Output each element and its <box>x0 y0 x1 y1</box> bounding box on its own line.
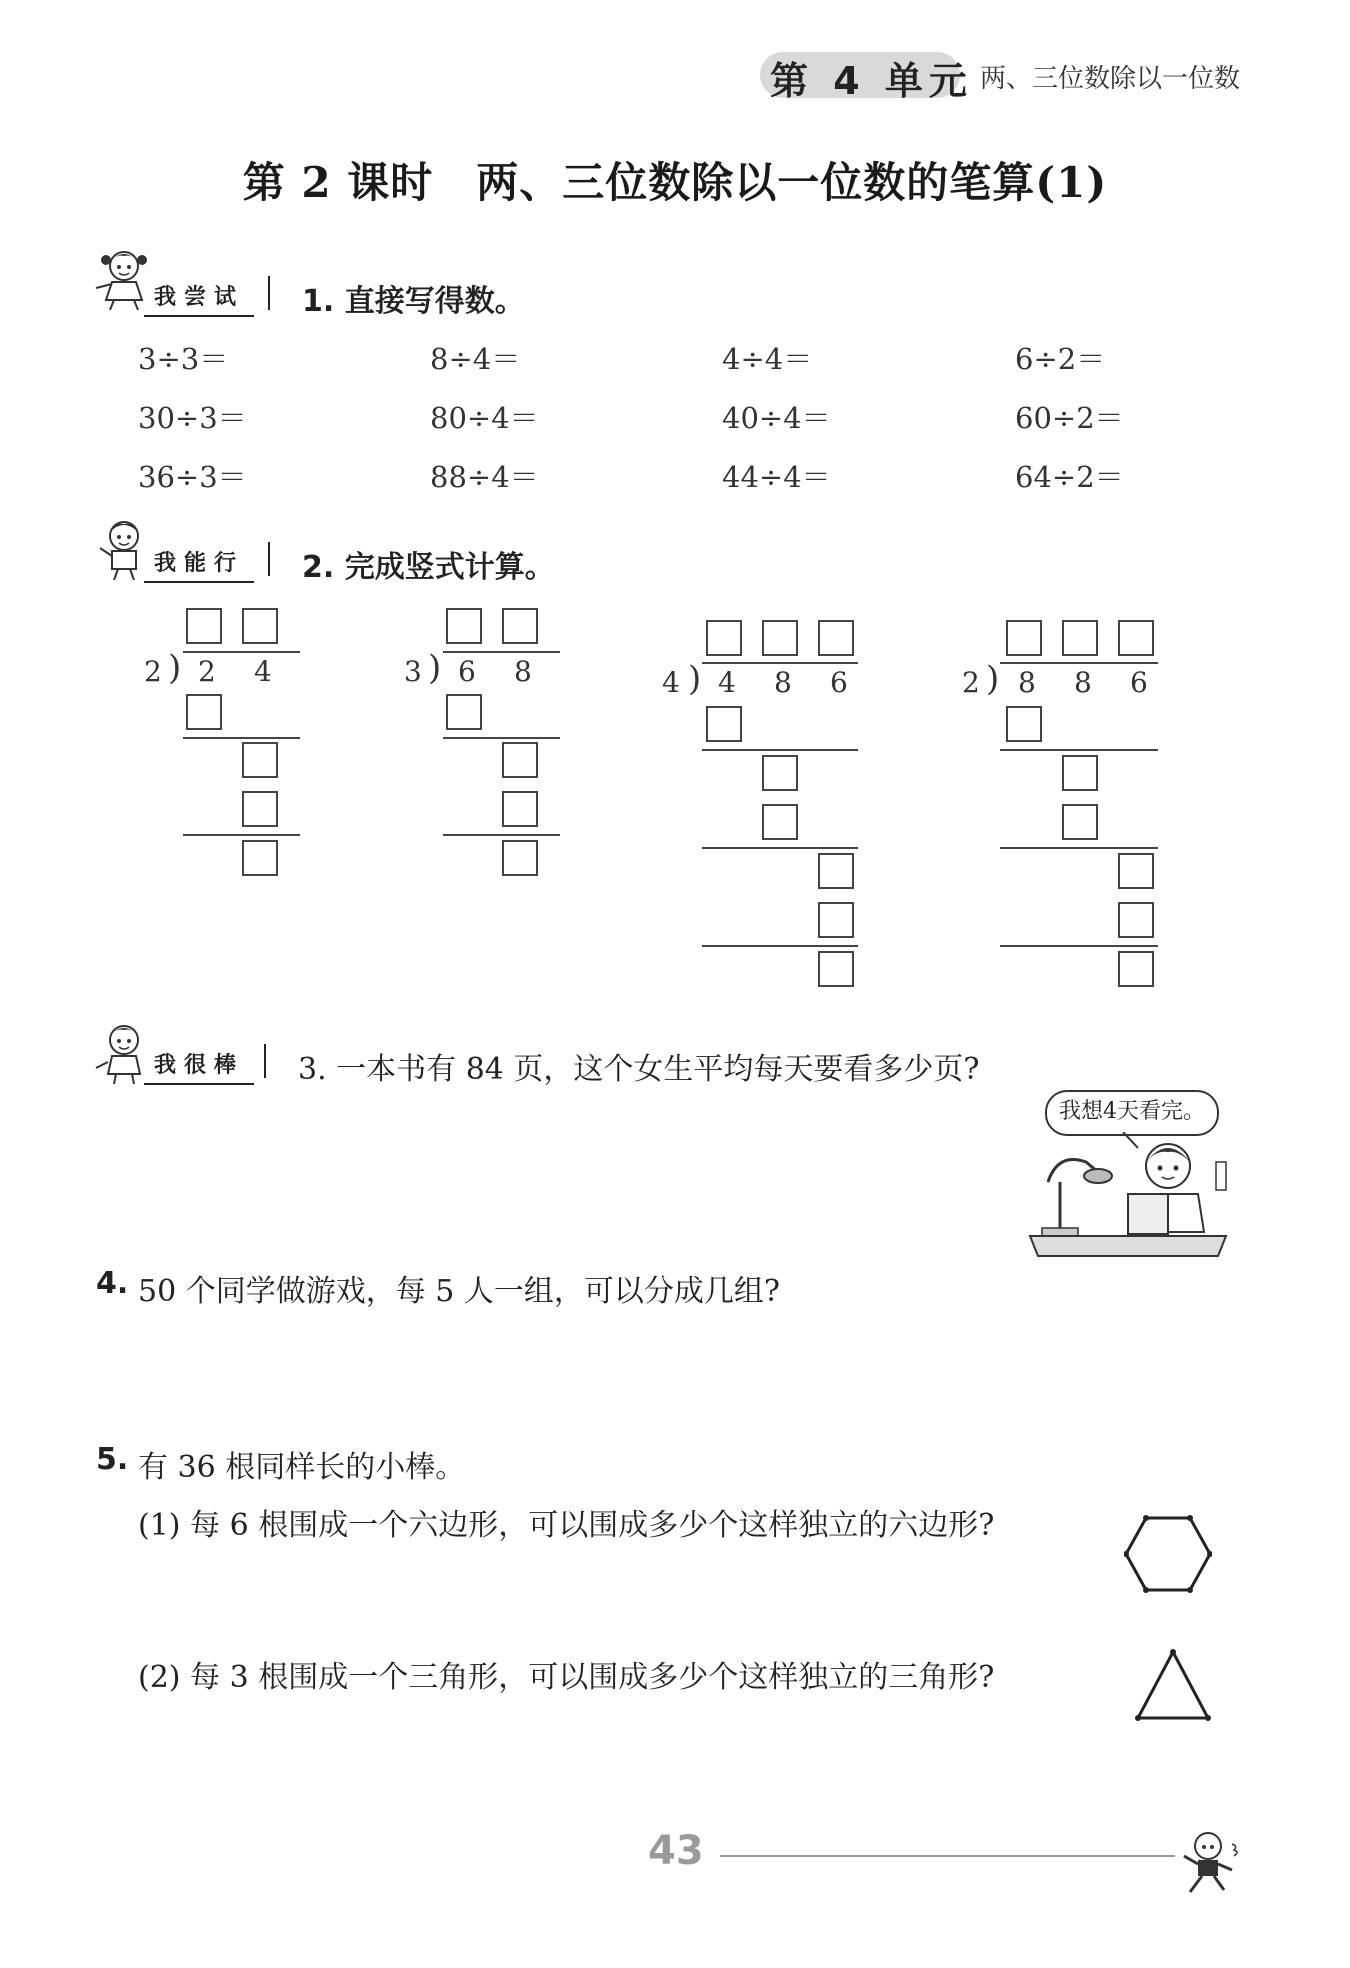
running-boy-mascot-icon <box>1178 1826 1248 1896</box>
section-divider <box>268 542 270 576</box>
work-box[interactable] <box>1062 755 1098 791</box>
divisor: 4 <box>662 666 680 699</box>
dividend-digit: 4 <box>718 666 736 699</box>
work-box[interactable] <box>706 706 742 742</box>
section-label-try: 我尝试 <box>144 276 254 317</box>
division-bracket: ) <box>168 648 182 688</box>
dividend-digit: 4 <box>254 655 272 688</box>
division-bar <box>183 651 300 653</box>
section-divider <box>264 1044 266 1078</box>
answer-box[interactable] <box>446 608 482 644</box>
work-box[interactable] <box>502 791 538 827</box>
page-number: 43 <box>648 1828 704 1874</box>
math-item: 30÷3＝ <box>138 401 247 435</box>
math-item: 8÷4＝ <box>430 342 521 376</box>
unit-subtitle: 两、三位数除以一位数 <box>980 64 1241 94</box>
lesson-title: 第 2 课时 两、三位数除以一位数的笔算(1) <box>242 158 1108 207</box>
division-bracket: ) <box>986 659 1000 699</box>
answer-box[interactable] <box>186 608 222 644</box>
math-item: 40÷4＝ <box>722 401 831 435</box>
math-item: 88÷4＝ <box>430 460 539 494</box>
math-item: 60÷2＝ <box>1015 401 1124 435</box>
question-1: 1. 直接写得数。 <box>302 284 525 319</box>
work-box[interactable] <box>818 853 854 889</box>
subtraction-line <box>1000 945 1158 947</box>
math-item: 6÷2＝ <box>1015 342 1106 376</box>
work-box[interactable] <box>1006 706 1042 742</box>
math-item: 4÷4＝ <box>722 342 813 376</box>
dividend-digit: 2 <box>198 655 216 688</box>
division-bracket: ) <box>428 648 442 688</box>
dividend-digit: 6 <box>458 655 476 688</box>
speech-bubble: 我想4天看完。 <box>1045 1090 1219 1136</box>
answer-box[interactable] <box>762 620 798 656</box>
work-box[interactable] <box>762 755 798 791</box>
work-box[interactable] <box>818 902 854 938</box>
division-bracket: ) <box>688 659 702 699</box>
work-box[interactable] <box>1118 853 1154 889</box>
section-divider <box>268 276 270 310</box>
answer-box[interactable] <box>502 608 538 644</box>
subtraction-line <box>702 945 858 947</box>
work-box[interactable] <box>242 742 278 778</box>
math-item: 80÷4＝ <box>430 401 539 435</box>
subtraction-line <box>1000 749 1158 751</box>
girl-reading-illustration <box>1028 1132 1228 1262</box>
divisor: 2 <box>962 666 980 699</box>
subtraction-line <box>443 834 560 836</box>
girl-mascot-icon <box>92 248 152 310</box>
division-bar <box>1000 662 1158 664</box>
question-4-number: 4. <box>96 1266 129 1301</box>
question-5-number: 5. <box>96 1442 129 1477</box>
answer-box[interactable] <box>706 620 742 656</box>
question-5-part-1: (1) 每 6 根围成一个六边形，可以围成多少个这样独立的六边形? <box>138 1508 995 1543</box>
answer-box[interactable] <box>1062 620 1098 656</box>
answer-box[interactable] <box>242 608 278 644</box>
answer-box[interactable] <box>818 620 854 656</box>
divisor: 3 <box>404 655 422 688</box>
work-box[interactable] <box>1118 951 1154 987</box>
girl-mascot-icon <box>92 1022 152 1084</box>
dividend-digit: 6 <box>1130 666 1148 699</box>
hexagon-icon <box>1124 1514 1212 1594</box>
division-bar <box>702 662 858 664</box>
question-4: 50 个同学做游戏，每 5 人一组，可以分成几组? <box>138 1274 780 1309</box>
subtraction-line <box>183 737 300 739</box>
section-label-can: 我能行 <box>144 542 254 583</box>
math-item: 3÷3＝ <box>138 342 229 376</box>
question-5: 有 36 根同样长的小棒。 <box>138 1450 466 1485</box>
math-item: 64÷2＝ <box>1015 460 1124 494</box>
subtraction-line <box>702 749 858 751</box>
answer-box[interactable] <box>1006 620 1042 656</box>
section-label-great: 我很棒 <box>144 1044 254 1085</box>
dividend-digit: 6 <box>830 666 848 699</box>
dividend-digit: 8 <box>514 655 532 688</box>
unit-label: 第 4 单元 <box>770 59 973 103</box>
work-box[interactable] <box>186 694 222 730</box>
math-item: 44÷4＝ <box>722 460 831 494</box>
subtraction-line <box>1000 847 1158 849</box>
triangle-icon <box>1134 1648 1212 1722</box>
answer-box[interactable] <box>1118 620 1154 656</box>
footer-line <box>720 1855 1175 1857</box>
work-box[interactable] <box>1118 902 1154 938</box>
work-box[interactable] <box>762 804 798 840</box>
subtraction-line <box>443 737 560 739</box>
work-box[interactable] <box>818 951 854 987</box>
dividend-digit: 8 <box>774 666 792 699</box>
division-bar <box>443 651 560 653</box>
work-box[interactable] <box>242 840 278 876</box>
divisor: 2 <box>144 655 162 688</box>
question-3: 3. 一本书有 84 页，这个女生平均每天要看多少页? <box>298 1052 980 1087</box>
subtraction-line <box>702 847 858 849</box>
work-box[interactable] <box>502 840 538 876</box>
work-box[interactable] <box>242 791 278 827</box>
question-5-part-2: (2) 每 3 根围成一个三角形，可以围成多少个这样独立的三角形? <box>138 1660 995 1695</box>
work-box[interactable] <box>502 742 538 778</box>
boy-mascot-icon <box>92 518 152 580</box>
subtraction-line <box>183 834 300 836</box>
dividend-digit: 8 <box>1074 666 1092 699</box>
question-2: 2. 完成竖式计算。 <box>302 550 555 585</box>
dividend-digit: 8 <box>1018 666 1036 699</box>
work-box[interactable] <box>446 694 482 730</box>
work-box[interactable] <box>1062 804 1098 840</box>
math-item: 36÷3＝ <box>138 460 247 494</box>
